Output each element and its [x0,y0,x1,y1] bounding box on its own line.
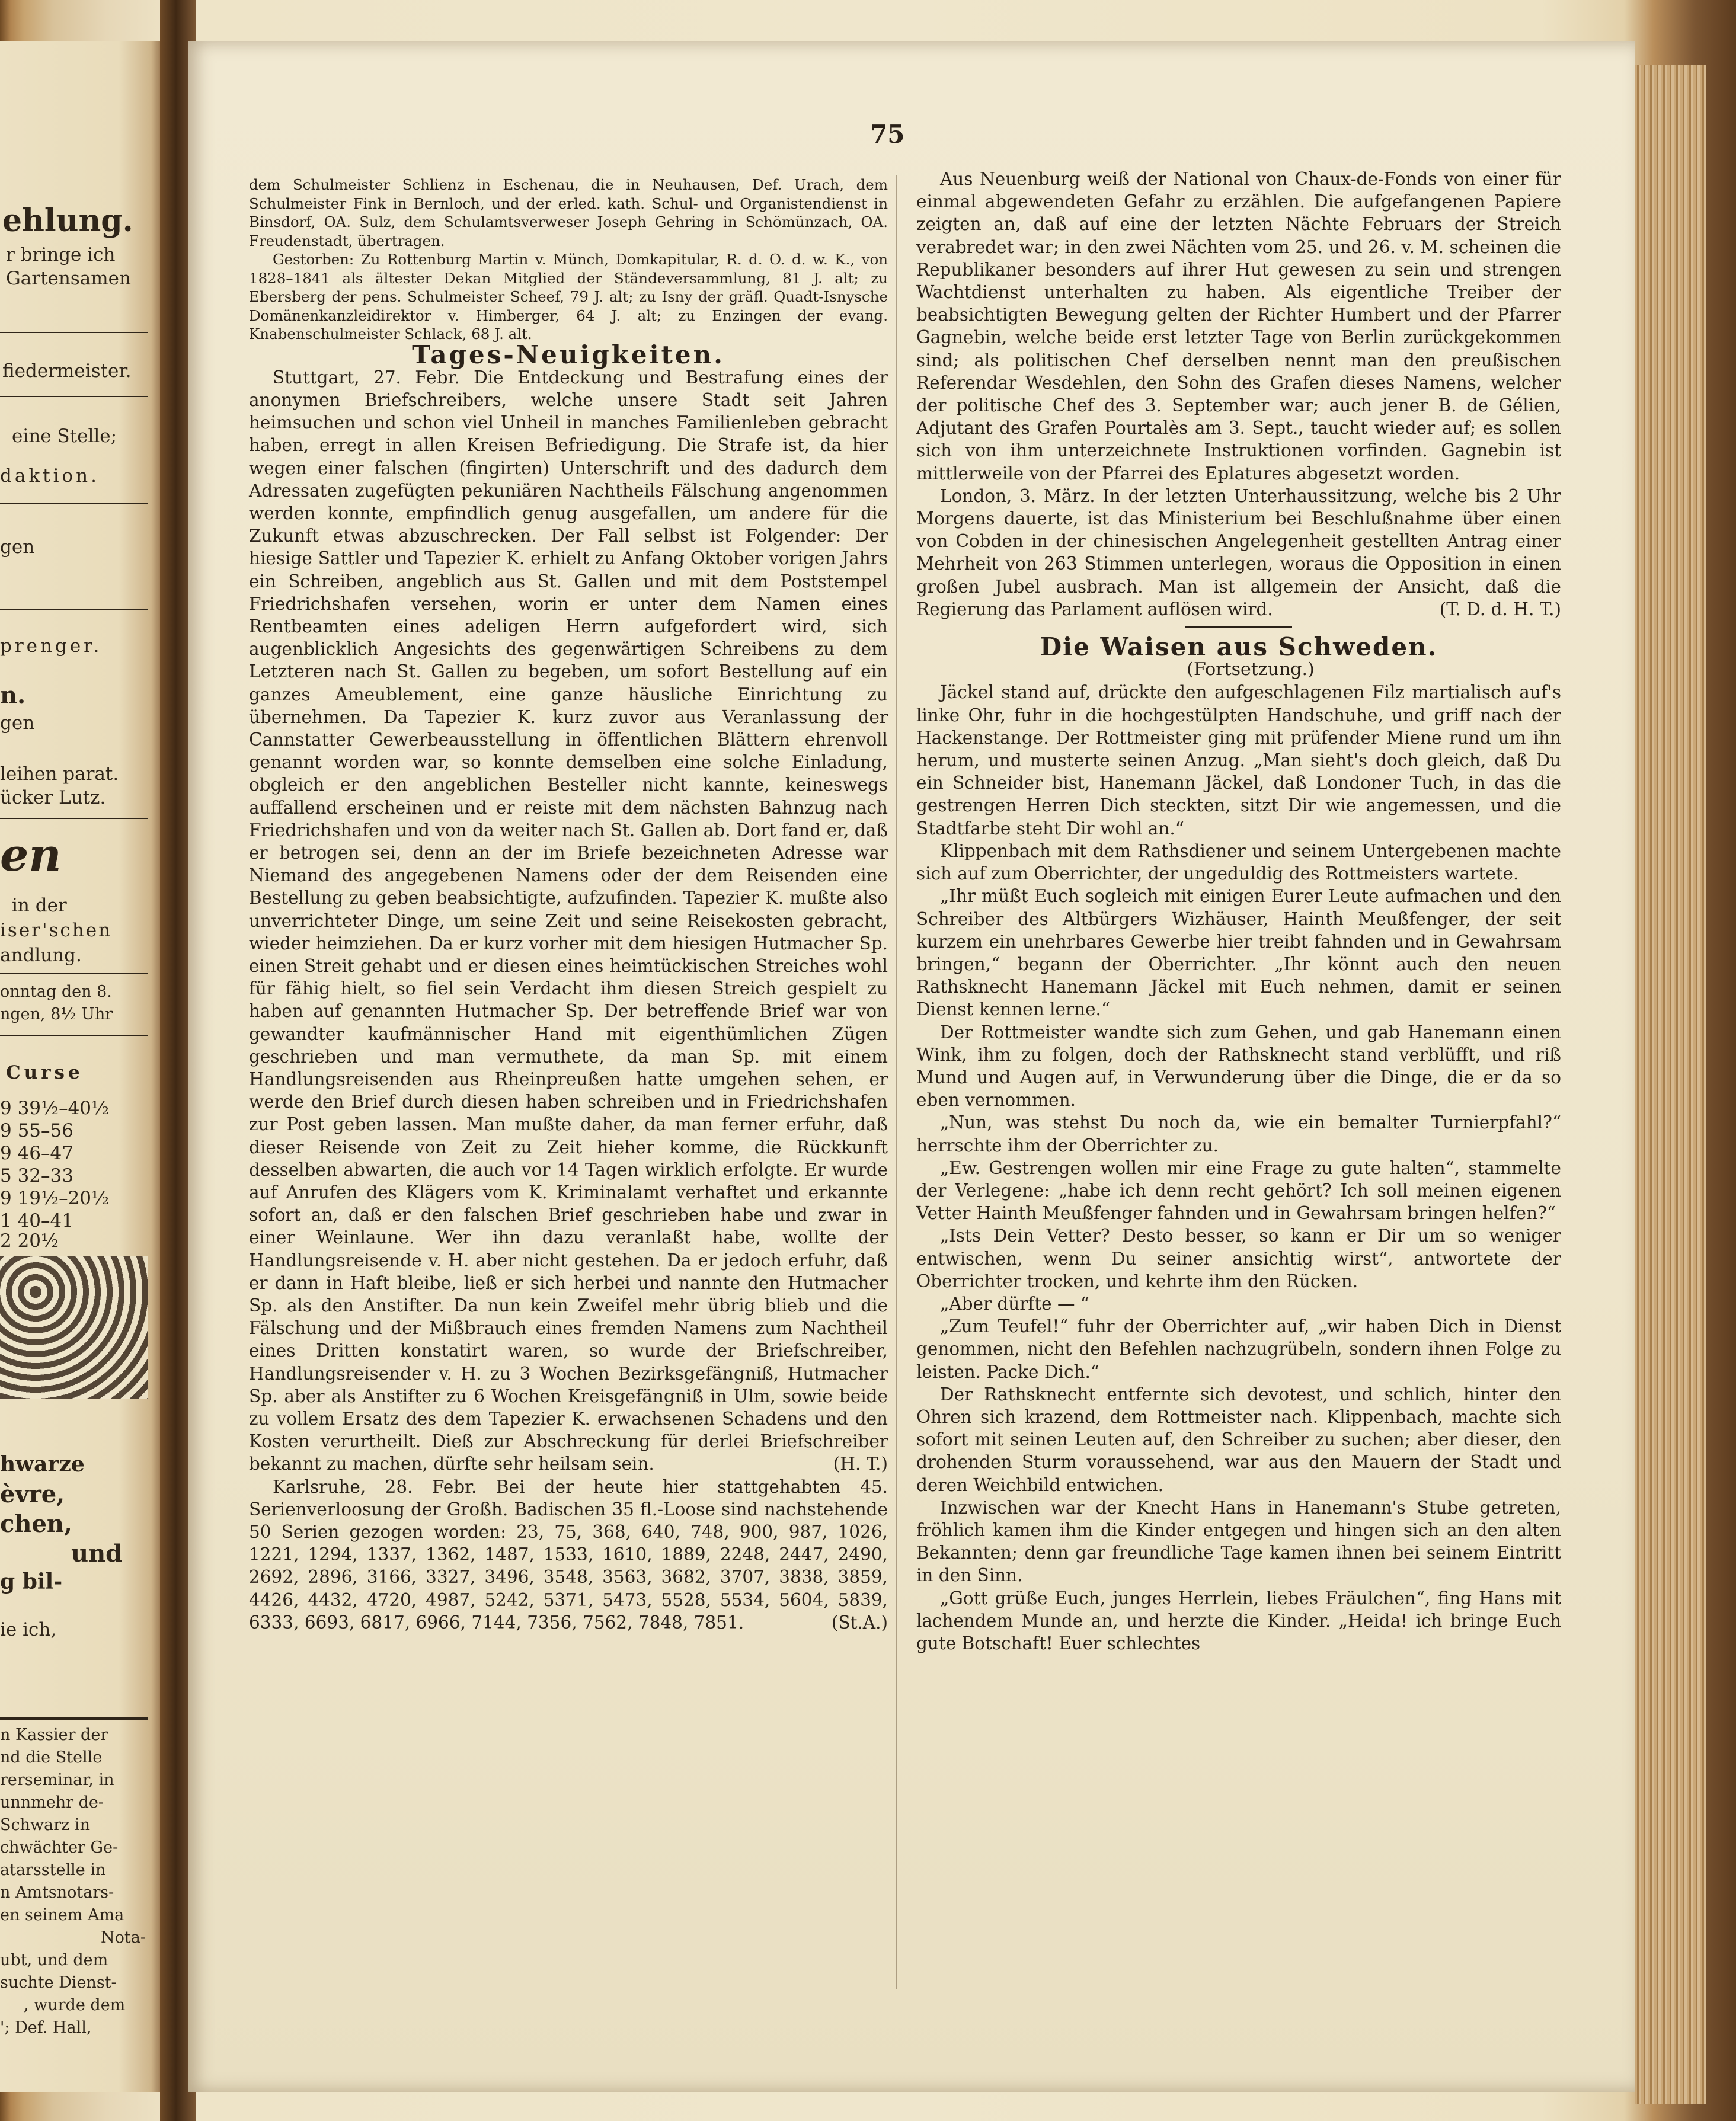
left-fragment: rerseminar, in [0,1771,114,1789]
left-fragment: Schwarz in [0,1816,90,1834]
article-text: Karlsruhe, 28. Febr. Bei der heute hier stattgehabten 45. Serienverloosung der Großh. Badischen 35 fl.-Loose sind nachstehende 50 Serien gezogen worden: 23, 75, 368, 640, 748, 900, 987, 1026, 1221, 1294, 1337, 1362, 1487, 1533, 1610, 1889, 2248, 2447, 2490, 2692, 2896, 3166, 3327, 3496, 3548, 3563, 3682, 3707, 3838, 3859, 4426, 4432, 4720, 4987, 5242, 5371, 5473, 5528, 5534, 5604, 5839, 6333, 6693, 6817, 6966, 7144, 7356, 7562, 7848, 7851. [249,1476,888,1633]
left-fragment: chen, [0,1510,72,1538]
left-fragment: chwächter Ge- [0,1838,119,1857]
left-fragment: ngen, 8½ Uhr [0,1005,113,1023]
story-paragraph: Der Rathsknecht entfernte sich devotest, und schlich, hinter den Ohren sich krazend, dem Rottmeister nach. Klippenbach, machte sich sofort mit seinen Leuten auf, den Schreiber zu suchen; aber dieser, den drohenden Sturm voraussehend, war aus den Mauern der Stadt und deren Weichbild entwichen. [916,1384,1561,1495]
left-fragment: 9 19½–20½ [0,1188,110,1209]
left-fragment: en [0,828,62,881]
left-fragment: 9 55–56 [0,1120,73,1141]
left-fragment: r bringe ich [6,244,116,265]
deaths-text: Gestorben: Zu Rottenburg Martin v. Münch, Domkapitular, R. d. O. d. w. K., von 1828–1841 als ältester Dekan Mitglied der Ständeversammlung, 81 J. alt; zu Ebersberg der pens. Schulmeister Scheef, 79 J. alt; zu Isny der gräfl. Quadt-Isnysche Domänenkanzleidirektor v. Himberger, 64 J. alt; zu Enzingen der evang. Knabenschulmeister Schlack, 68 J. alt. [249,251,888,343]
left-fragment: ücker Lutz. [0,787,106,808]
left-fragment: nd die Stelle [0,1748,103,1767]
left-fragment: gen [0,536,35,558]
article-karlsruhe [249,1476,888,1634]
left-fragment: hwarze [0,1452,85,1477]
left-fragment: suchte Dienst- [0,1973,117,1992]
left-fragment: Gartensamen [6,268,131,289]
story-paragraph: „Ihr müßt Euch sogleich mit einigen Eurer Leute aufmachen und den Schreiber des Altbürgers Wizhäuser, Hainth Meußfenger, der seit kurzem ein unehrbares Gewerbe hier treibt fahnden und in Gewahrsam bringen,“ begann der Oberrichter. „Ihr könnt auch den neuen Rathsknecht Hanemann Jäckel mit Euch nehmen, damit er seinen Dienst kennen lerne.“ [916,886,1561,1020]
left-fragment: Nota- [101,1928,146,1947]
rule [0,332,148,333]
article-london [916,485,1561,620]
story-paragraph: Der Rottmeister wandte sich zum Gehen, und gab Hanemann einen Wink, ihm zu folgen, doch der Rathsknecht stand verblüfft, und riß Mund und Augen auf, in Verwunderung über die Dinge, die er da so eben vernommen. [916,1022,1561,1111]
ornament-border [0,1256,148,1399]
left-fragment: 5 32–33 [0,1165,73,1186]
left-fragment: gen [0,712,35,734]
left-fragment: und [71,1540,123,1567]
left-fragment: 9 46–47 [0,1143,73,1164]
left-fragment: n. [0,682,26,709]
left-page-fragment [0,41,165,2092]
story-paragraph: „Aber dürfte — “ [940,1293,1089,1314]
article-stuttgart [249,366,888,1476]
rule [0,609,148,610]
rule [0,1717,148,1720]
column-right [916,168,1561,1655]
section-divider [1185,626,1292,628]
left-fragment: in der [12,895,67,916]
story-paragraph: Jäckel stand auf, drückte den aufgeschlagenen Filz martialisch auf's linke Ohr, fuhr in die hochgestülpten Handschuhe, und griff nach der Hackenstange. Der Rottmeister ging mit prüfender Miene rund um ihn herum, und musterte seinen Anzug. „Man sieht's doch gleich, daß Du ein Schneider bist, Hanemann Jäckel, daß Londoner Tuch, in das die gestrengen Herren Dich steckten, sitzt Dir wie angemessen, und die Stadtfarbe steht Dir wohl an.“ [916,682,1561,839]
left-fragment: èvre, [0,1480,65,1508]
appointments-text: dem Schulmeister Schlienz in Eschenau, die in Neuhausen, Def. Urach, dem Schulmeister Fink in Bernloch, und der erled. kath. Schul- und Organistendienst in Binsdorf, OA. Sulz, dem Schulamtsverweser Joseph Gehring in Schömünzach, OA. Freudenstadt, übertragen. [249,176,888,249]
article-source: (St.A.) [831,1612,888,1633]
article-text: London, 3. März. In der letzten Unterhaussitzung, welche bis 2 Uhr Morgens dauerte, ist das Ministerium bei Beschlußnahme über einen von Cobden in der chinesischen Angelegenheit gestellten Antrag einer Mehrheit von 263 Stimmen unterlegen, woraus die Opposition in einen großen Jubel ausbrach. Man ist allgemein der Ansicht, daß die Regierung das Parlament auflösen wird. [916,485,1561,619]
left-fragment: andlung. [0,945,82,966]
left-fragment: daktion. [0,465,100,487]
left-fragment: 2 20½ [0,1230,59,1252]
left-fragment: unnmehr de- [0,1793,104,1812]
left-fragment: n Amtsnotars- [0,1883,114,1902]
story-paragraph: „Ists Dein Vetter? Desto besser, so kann er Dir um so weniger entwischen, wenn Du seiner ansichtig wirst“, antwortete der Oberrichter trocken, und kehrte ihm den Rücken. [916,1226,1561,1291]
article-text: Stuttgart, 27. Febr. Die Entdeckung und Bestrafung eines der anonymen Briefschreibers, welche unsere Stadt seit Jahren heimsuchen und schon viel Unheil in manches Familienleben gebracht haben, erregt in allen Kreisen Befriedigung. Die Strafe ist, da hier wegen einer falschen (fingirten) Unterschrift und des dadurch dem Adressaten zugefügten pekuniären Nachtheils Fälschung angenommen werden konnte, empfindlich genug ausgefallen, um andere für die Zukunft etwas abzuschrecken. Der Fall selbst ist Folgender: Der hiesige Sattler und Tapezier K. erhielt zu Anfang Oktober vorigen Jahrs ein Schreiben, angeblich aus St. Gallen und mit dem Poststempel Friedrichshafen versehen, worin er unter dem Namen eines Rentbeamten eines adeligen Herrn aufgefordert wird, sich augenblicklich Angesichts des gegenwärtigen Schreibens zu dem Letzteren nach St. Gallen zu begeben, um sofort Bestellung auf ein ganzes Ameublement, eine ganze häusliche Einrichtung zu übernehmen. Da Tapezier K. kurz zuvor aus Veranlassung der Cannstatter Gewerbeausstellung in öffentlichen Blättern ehrenvoll genannt worden war, so konnte demselben eine solche Einladung, obgleich er den angeblichen Besteller nicht kannte, keineswegs auffallend erscheinen und er reiste mit dem nächsten Bahnzug nach Friedrichshafen und von da weiter nach St. Gallen ab. Dort fand er, daß er betrogen sei, denn an der im Briefe bezeichneten Adresse war Niemand des angegebenen Namens oder der dem Reisenden eine Bestellung zu geben beabsichtigte, aufzufinden. Tapezier K. mußte also unverrichteter Dinge, um seine Zeit und seine Reisekosten gebracht, wieder heimziehen. Da er kurz vorher mit dem hiesigen Hutmacher Sp. einen Streit gehabt und er diesen eines heimtückischen Streiches wohl für fähig hielt, so fiel sein Verdacht ihm diesen Streich gespielt zu haben auf genannten Hutmacher Sp. Der betreffende Brief war von gewandter kaufmännischer Hand mit eigenthümlichen Zügen geschrieben und man vermuthete, da man Sp. mit einem Handlungsreisenden aus Rheinpreußen hatte umgehen sehen, er werde den Brief durch diesen haben schreiben und in Friedrichshafen zur Post geben lassen. Man mußte daher, da man ferner erfuhr, daß dieser Reisende von Zeit zu Zeit hieher komme, die Rückkunft desselben abwarten, die auch vor 14 Tagen wirklich erfolgte. Er wurde auf Anrufen des Klägers vom K. Kriminalamt verhaftet und erkannte sofort an, daß er den falschen Brief geschrieben habe und zwar in einer Weinlaune. Wer ihn dazu veranlaßt habe, wollte der Handlungsreisende v. H. aber nicht gestehen. Da er jedoch erfuhr, daß er dann in Haft bleibe, ließ er sich herbei und nannte den Hutmacher Sp. als den Anstifter. Da nun kein Zweifel mehr übrig blieb und die Fälschung und der Mißbrauch eines fremden Namens zum Nachtheil eines Dritten konstatirt waren, so wurde der Briefschreiber, Handlungsreisender v. H. zu 3 Wochen Bezirksgefängniß, Hutmacher Sp. aber als Anstifter zu 6 Wochen Kreisgefängniß in Ulm, sowie beide zu vollem Ersatz des dem Tapezier K. erwachsenen Schadens und den Kosten verurtheilt. Dieß zur Abschreckung für derlei Briefschreiber bekannt zu machen, dürfte sehr heilsam sein. [249,367,888,1474]
story-title: Die Waisen aus Schweden. [1040,632,1438,662]
column-rule [896,175,897,1989]
section-heading-tages-neuigkeiten: Tages-Neuigkeiten. [412,340,725,369]
left-fragment: iser'schen [0,920,113,941]
story-paragraph: „Nun, was stehst Du noch da, wie ein bemalter Turnierpfahl?“ herrschte ihm der Oberrichter zu. [916,1112,1561,1156]
left-fragment: ubt, und dem [0,1951,108,1969]
left-fragment: Curse [6,1062,84,1083]
left-fragment: en seinem Ama [0,1906,124,1924]
story-subtitle: (Fortsetzung.) [1187,659,1315,680]
story-paragraph: „Zum Teufel!“ fuhr der Oberrichter auf, „wir haben Dich in Dienst genommen, nicht den Befehlen nachzugrübeln, sondern ihnen Folge zu leisten. Packe Dich.“ [916,1316,1561,1382]
rule [0,503,148,504]
page-edges [1635,65,1706,2104]
left-fragment: 1 40–41 [0,1210,73,1231]
left-fragment: n Kassier der [0,1726,108,1744]
left-fragment: 9 39½–40½ [0,1098,110,1119]
story-paragraph: Klippenbach mit dem Rathsdiener und seinem Untergebenen machte sich auf zum Oberrichter, der ungeduldig des Rottmeisters wartete. [916,840,1561,884]
rule [0,396,148,397]
story-paragraph: Inzwischen war der Knecht Hans in Hanemann's Stube getreten, fröhlich kamen ihm die Kinder entgegen und hingen sich an den alten Bekannten; denn gar freundliche Tage kamen ihnen bei seinem Eintritt in den Sinn. [916,1497,1561,1586]
page-number: 75 [870,120,905,149]
left-fragment: atarsstelle in [0,1861,106,1879]
column-left [249,175,888,1634]
left-fragment: g bil- [0,1569,63,1594]
left-fragment: , wurde dem [24,1996,126,2014]
left-fragment: onntag den 8. [0,983,112,1001]
left-fragment: ie ich, [0,1619,57,1640]
left-fragment: ehlung. [2,203,133,239]
left-fragment: '; Def. Hall, [0,2018,92,2037]
left-fragment: leihen parat. [0,763,119,785]
rule [0,1035,148,1036]
rule [0,973,148,974]
rule [0,818,148,819]
left-fragment: prenger. [0,635,103,657]
left-fragment: eine Stelle; [12,426,117,447]
article-source: (T. D. d. H. T.) [1439,599,1561,619]
article-neuenburg: Aus Neuenburg weiß der National von Chaux-de-Fonds von einer für einmal abgewendeten Gefahr zu erzählen. Die aufgefangenen Papiere zeigten an, daß auf eine der letzten Nächte Februars der Streich verabredet war; in den zwei Nächten vom 25. und 26. v. M. scheinen die Republikaner besonders auf ihrer Hut gewesen zu sein und strengen Wachtdienst unterhalten zu haben. Als eigentliche Treiber der beabsichtigten Bewegung gelten der Richter Humbert und der Pfarrer Gagnebin, welche beide erst letzter Tage von Berlin zurückgekommen sind; als politischen Chef derselben nennt man den preußischen Referendar Wesdehlen, den Sohn des Grafen dieses Namens, welcher der politische Chef des 3. September war; auch jener B. de Gélien, Adjutant des Grafen Pourtalès am 3. Sept., taucht wieder auf; es sollen sich von ihm unterzeichnete Instruktionen vorfinden. Gagnebin ist mittlerweile von der Pfarrei des Eplatures abgesetzt worden. [916,169,1561,484]
story-paragraph: „Gott grüße Euch, junges Herrlein, liebes Fräulchen“, fing Hans mit lachendem Munde an, und herzte die Kinder. „Heida! ich bringe Euch gute Botschaft! Euer schlechtes [916,1588,1561,1653]
article-source: (H. T.) [833,1454,888,1474]
left-fragment: fiedermeister. [2,360,132,382]
story-paragraph: „Ew. Gestrengen wollen mir eine Frage zu gute halten“, stammelte der Verlegene: „habe ich denn recht gehört? Ich soll meinen eigenen Vetter Hainth Meußfenger fahnden und in Gewahrsam bringen helfen?“ [916,1157,1561,1224]
